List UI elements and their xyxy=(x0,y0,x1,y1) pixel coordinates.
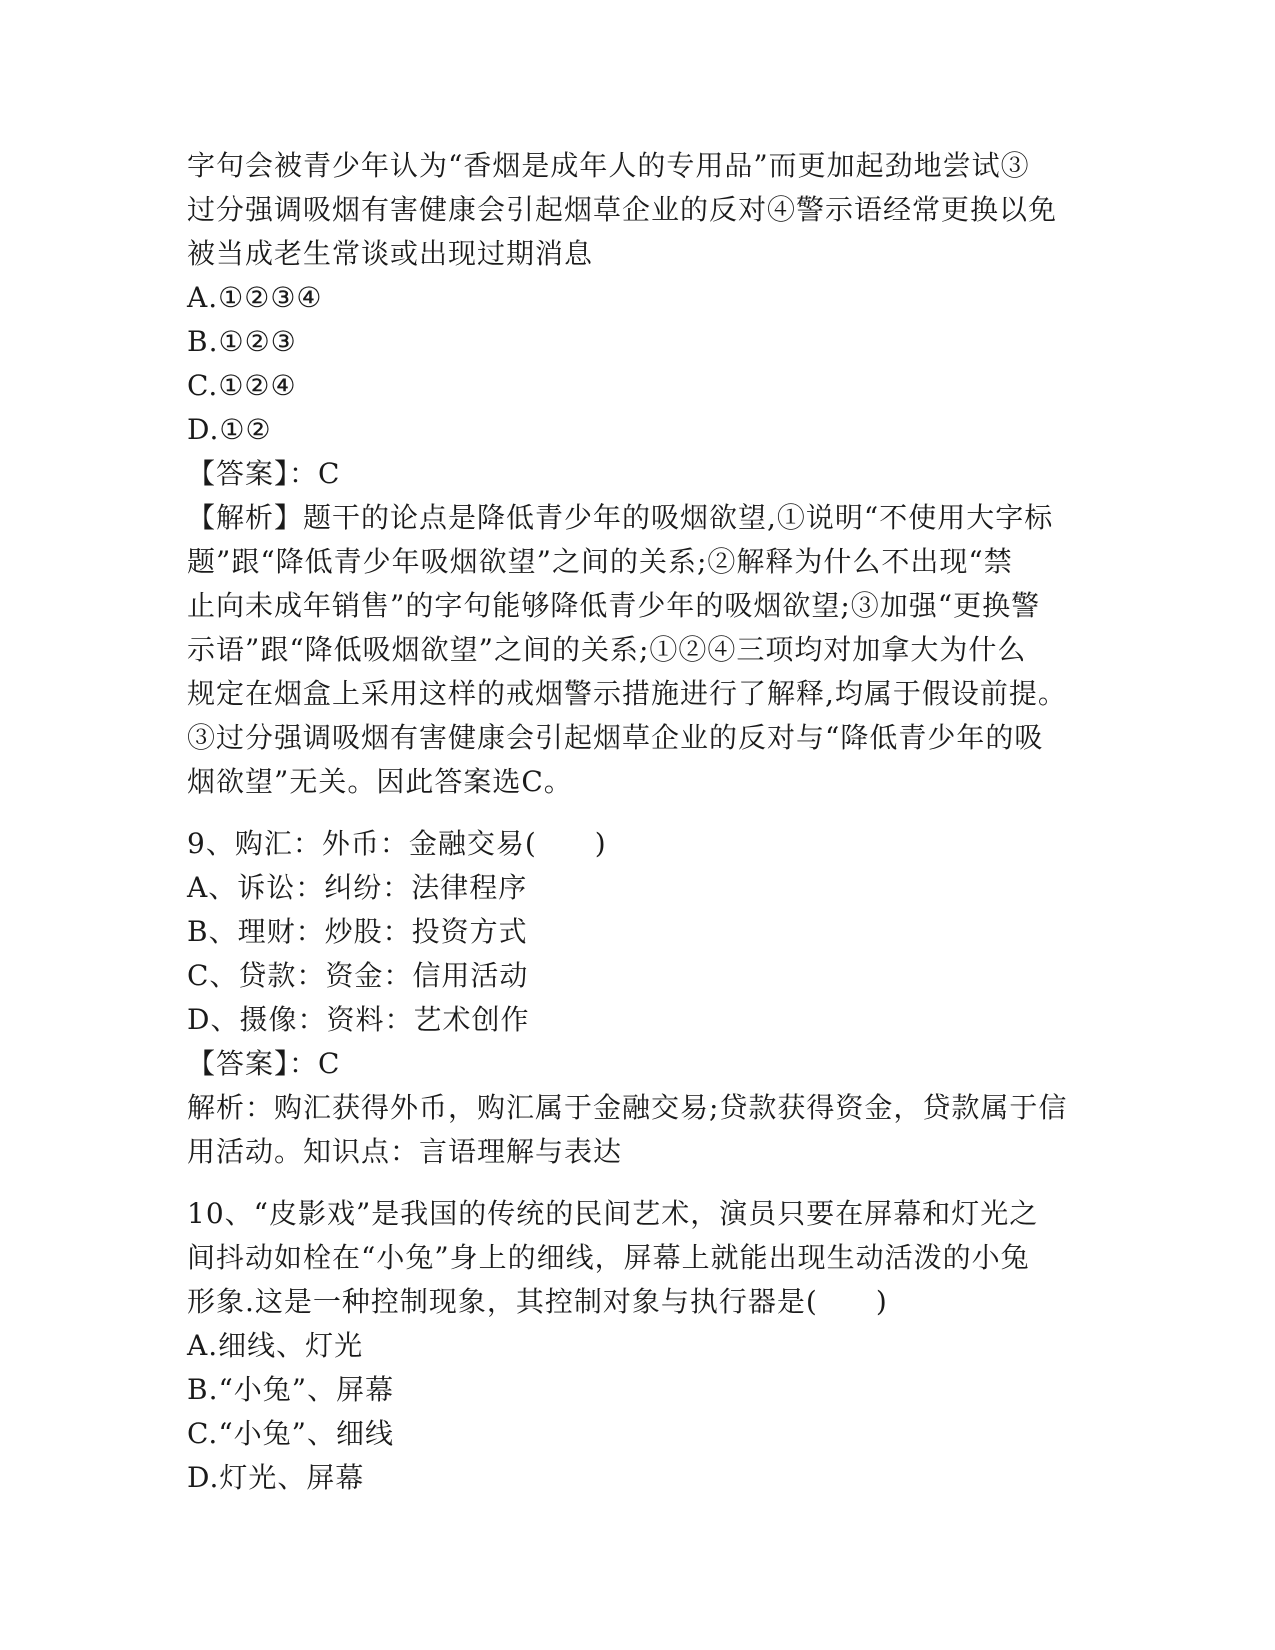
question-8-option-c: C.①②④ xyxy=(187,369,297,402)
question-8-analysis-line: ③过分强调吸烟有害健康会引起烟草企业的反对与“降低青少年的吸 xyxy=(187,721,1044,754)
section-spacer xyxy=(187,804,1087,822)
question-10-stem-line: 间抖动如栓在“小兔”身上的细线，屏幕上就能出现生动活泼的小兔 xyxy=(187,1241,1030,1274)
question-10-option-c: C.“小兔”、细线 xyxy=(187,1417,394,1450)
question-10-option-a: A.细线、灯光 xyxy=(187,1329,364,1362)
question-9-option-b: B、理财：炒股：投资方式 xyxy=(187,915,528,948)
question-8-option-a: A.①②③④ xyxy=(187,281,323,314)
question-8-analysis-line: 示语”跟“降低吸烟欲望”之间的关系;①②④三项均对加拿大为什么 xyxy=(187,633,1027,666)
question-8-analysis-line: 规定在烟盒上采用这样的戒烟警示措施进行了解释,均属于假设前提。 xyxy=(187,677,1067,710)
question-8-section xyxy=(187,144,1087,804)
question-8-stem-line: 被当成老生常谈或出现过期消息 xyxy=(187,237,594,270)
section-spacer xyxy=(187,1174,1087,1192)
question-9-option-a: A、诉讼：纠纷：法律程序 xyxy=(187,871,528,904)
question-8-analysis-line: 题”跟“降低青少年吸烟欲望”之间的关系;②解释为什么不出现“禁 xyxy=(187,545,1013,578)
question-8-answer: 【答案】：C xyxy=(187,457,341,490)
question-10-stem-line: 10、“皮影戏”是我国的传统的民间艺术，演员只要在屏幕和灯光之 xyxy=(187,1197,1039,1230)
question-9-section xyxy=(187,822,1087,1174)
question-9-analysis-line: 用活动。知识点：言语理解与表达 xyxy=(187,1135,623,1168)
question-10-stem-line: 形象.这是一种控制现象，其控制对象与执行器是( ) xyxy=(187,1285,888,1318)
question-8-option-d: D.①② xyxy=(187,413,272,446)
question-8-stem-line: 过分强调吸烟有害健康会引起烟草企业的反对④警示语经常更换以免 xyxy=(187,193,1058,226)
document-page xyxy=(187,144,1087,1500)
question-10-option-d: D.灯光、屏幕 xyxy=(187,1461,365,1494)
question-9-option-d: D、摄像：资料：艺术创作 xyxy=(187,1003,530,1036)
question-9-analysis-line: 解析：购汇获得外币，购汇属于金融交易;贷款获得资金，贷款属于信 xyxy=(187,1091,1068,1124)
question-8-option-b: B.①②③ xyxy=(187,325,297,358)
question-9-stem: 9、购汇：外币：金融交易( ) xyxy=(187,827,607,860)
question-8-analysis-line: 烟欲望”无关。因此答案选C。 xyxy=(187,765,573,798)
question-8-stem-line: 字句会被青少年认为“香烟是成年人的专用品”而更加起劲地尝试③ xyxy=(187,149,1030,182)
question-8-analysis-line: 止向未成年销售”的字句能够降低青少年的吸烟欲望;③加强“更换警 xyxy=(187,589,1041,622)
question-9-answer: 【答案】：C xyxy=(187,1047,341,1080)
question-8-analysis-line: 【解析】题干的论点是降低青少年的吸烟欲望,①说明“不使用大字标 xyxy=(187,501,1054,534)
question-10-option-b: B.“小兔”、屏幕 xyxy=(187,1373,395,1406)
question-9-option-c: C、贷款：资金：信用活动 xyxy=(187,959,529,992)
question-10-section xyxy=(187,1192,1087,1500)
